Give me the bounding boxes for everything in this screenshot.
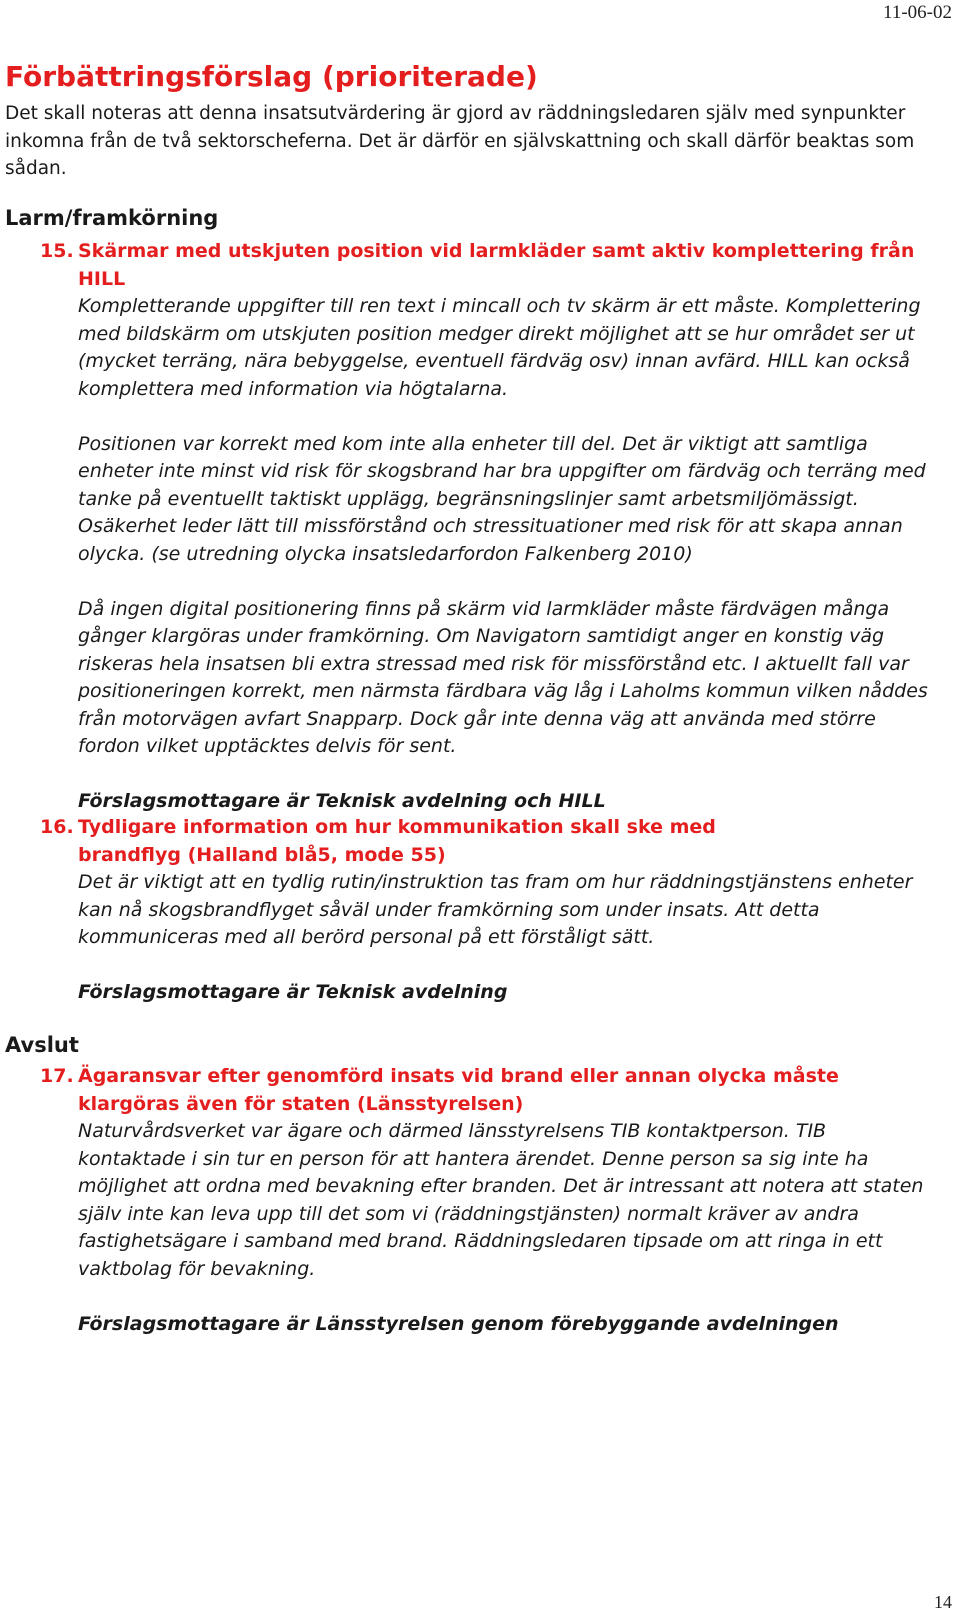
item-heading: Skärmar med utskjuten position vid larmkläder samt aktiv komplettering från HILL <box>78 240 915 290</box>
intro-paragraph: Det skall noteras att denna insatsutvärdering är gjord av räddningsledaren själv med synpunkter inkomna från de två sektorscheferna. Det är därför en självskattning och skall därför beaktas som sådan. <box>5 103 915 179</box>
item-recipient: Förslagsmottagare är Teknisk avdelning och HILL <box>78 790 606 812</box>
item-number: 15. <box>40 240 74 262</box>
item-paragraph: Då ingen digital positionering finns på skärm vid larmkläder måste färdvägen många gånger klargöras under framkörning. Om Navigatorn samtidigt anger en konstig väg riskeras hela insatsen bli extra stressad med risk för missförstånd etc. I aktuellt fall var positioneringen korrekt, men närmsta färdbara väg låg i Laholms kommun vilken nåddes från motorvägen avfart Snapparp. Dock går inte denna väg att använda med större fordon vilket upptäcktes delvis för sent. <box>78 597 928 757</box>
item-number: 17. <box>40 1065 74 1087</box>
item-paragraph: Positionen var korrekt med kom inte alla enheter till del. Det är viktigt att samtliga enheter inte minst vid risk för skogsbrand har bra uppgifter om färdväg och terräng med tanke på eventuellt taktiskt upplägg, begränsningslinjer samt arbetsmiljömässigt. Osäkerhet leder lätt till missförstånd och stressituationer med risk för att skapa annan olycka. (se utredning olycka insatsledarfordon Falkenberg 2010) <box>78 432 926 565</box>
item-number: 16. <box>40 816 74 838</box>
section-heading-larm: Larm/framkörning <box>5 206 219 230</box>
item-recipient: Förslagsmottagare är Teknisk avdelning <box>78 981 508 1003</box>
item-paragraph: Naturvårdsverket var ägare och därmed länsstyrelsens TIB kontaktperson. TIB kontaktade i sin tur en person för att hantera ärendet. Denne person sa sig inte ha möjlighet att ordna med bevakning efter branden. Det är intressant att notera att staten själv inte kan leva upp till det som vi (räddningstjänsten) normalt kräver av andra fastighetsägare i samband med brand. Räddningsledaren tipsade om att ringa in ett vaktbolag för bevakning. <box>78 1120 924 1280</box>
proposal-item-17 <box>40 1063 935 1338</box>
item-body <box>78 814 935 1007</box>
page-title: Förbättringsförslag (prioriterade) <box>5 60 538 93</box>
item-paragraph: Det är viktigt att en tydlig rutin/instruktion tas fram om hur räddningstjänstens enheter kan nå skogsbrandflyget såväl under framkörning som under insats. Att detta kommuniceras med all berörd personal på ett förståligt sätt. <box>78 871 913 948</box>
item-heading: Tydligare information om hur kommunikation skall ske med brandflyg (Halland blå5, mode 55) <box>78 816 716 866</box>
item-recipient: Förslagsmottagare är Länsstyrelsen genom förebyggande avdelningen <box>78 1312 839 1335</box>
item-paragraph: Kompletterande uppgifter till ren text i mincall och tv skärm är ett måste. Komplettering med bildskärm om utskjuten position medger direkt möjlighet att se hur området ser ut (mycket terräng, nära bebyggelse, eventuell färdväg osv) innan avfärd. HILL kan också komplettera med information via högtalarna. <box>78 295 921 400</box>
page-date: 11-06-02 <box>883 2 952 23</box>
item-heading: Ägaransvar efter genomförd insats vid brand eller annan olycka måste klargöras även för staten (Länsstyrelsen) <box>78 1065 839 1115</box>
item-body <box>78 1063 935 1338</box>
item-body <box>78 238 935 816</box>
proposal-item-16 <box>40 814 935 1007</box>
page-number: 14 <box>934 1592 952 1612</box>
proposal-item-15 <box>40 238 935 816</box>
section-heading-avslut: Avslut <box>5 1033 79 1057</box>
